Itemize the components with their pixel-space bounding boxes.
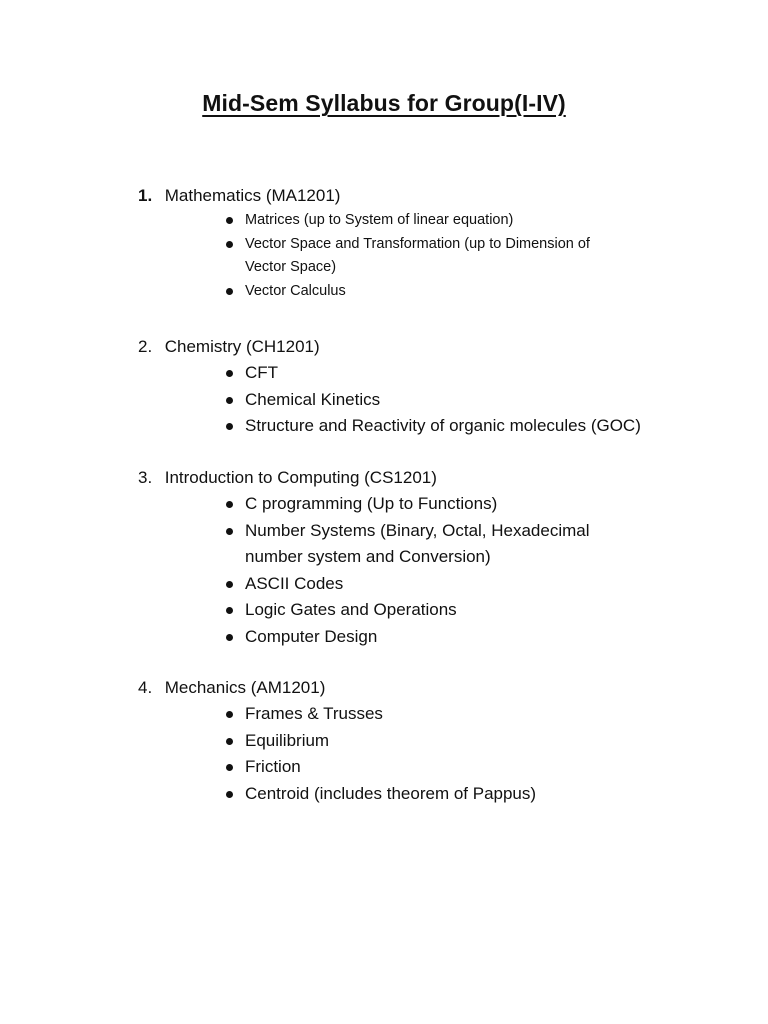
- subject-name: Chemistry (CH1201): [164, 337, 320, 356]
- topic-list: [138, 491, 738, 650]
- bullet-icon: [226, 581, 233, 588]
- subject-section-mathematics: [138, 183, 738, 303]
- topic-text: Chemical Kinetics: [245, 389, 381, 409]
- topic-item: [138, 518, 738, 571]
- subject-number: 3.: [138, 468, 153, 487]
- subject-name: Mechanics (AM1201): [164, 678, 326, 697]
- subject-number: 4.: [138, 678, 153, 697]
- topic-item: [138, 781, 738, 808]
- topic-item: [138, 360, 738, 387]
- topic-text: Number Systems (Binary, Octal, Hexadecimal number system and Conversion): [245, 520, 590, 566]
- topic-text: Vector Space and Transformation (up to Dimension of Vector Space): [245, 235, 590, 275]
- topic-list: [138, 701, 738, 807]
- topic-text: ASCII Codes: [245, 573, 344, 593]
- topic-item: [138, 413, 738, 440]
- topic-text: Logic Gates and Operations: [245, 600, 457, 619]
- topic-text: Frames & Trusses: [245, 704, 383, 723]
- topic-item: [138, 491, 738, 518]
- subject-section-computing: [138, 465, 738, 650]
- bullet-icon: [226, 711, 233, 718]
- bullet-icon: [226, 241, 233, 248]
- bullet-icon: [226, 738, 233, 745]
- bullet-icon: [226, 501, 233, 508]
- topic-list: [138, 360, 738, 440]
- topic-item: [138, 571, 738, 598]
- topic-list: [138, 209, 738, 303]
- topic-item: [138, 701, 738, 728]
- bullet-icon: [226, 370, 233, 377]
- topic-item: [138, 280, 738, 304]
- topic-item: [138, 387, 738, 414]
- bullet-icon: [226, 607, 233, 614]
- subject-section-chemistry: [138, 334, 738, 440]
- topic-text: CFT: [245, 363, 279, 382]
- subject-name: Introduction to Computing (CS1201): [164, 468, 437, 487]
- subject-number: 1.: [138, 186, 153, 205]
- topic-item: [138, 209, 738, 233]
- bullet-icon: [226, 217, 233, 224]
- bullet-icon: [226, 528, 233, 535]
- topic-text: C programming (Up to Functions): [245, 494, 498, 513]
- document-title: [0, 90, 768, 117]
- bullet-icon: [226, 634, 233, 641]
- topic-text: Equilibrium: [245, 730, 330, 750]
- subject-heading: [138, 675, 738, 701]
- bullet-icon: [226, 288, 233, 295]
- topic-text: Friction: [245, 757, 301, 776]
- topic-item: [138, 597, 738, 624]
- topic-item: [138, 624, 738, 651]
- topic-item: [138, 728, 738, 755]
- subject-number: 2.: [138, 337, 153, 356]
- bullet-icon: [226, 397, 233, 404]
- document-title-text: Mid-Sem Syllabus for Group(I-IV): [202, 90, 566, 116]
- topic-text: Computer Design: [245, 626, 378, 646]
- bullet-icon: [226, 423, 233, 430]
- topic-text: Vector Calculus: [245, 282, 346, 299]
- topic-text: Matrices (up to System of linear equation): [245, 212, 514, 228]
- bullet-icon: [226, 764, 233, 771]
- topic-text: Structure and Reactivity of organic molecules (GOC): [245, 416, 641, 435]
- topic-item: [138, 233, 738, 280]
- subject-heading: [138, 183, 738, 209]
- topic-item: [138, 754, 738, 781]
- subject-heading: [138, 334, 738, 360]
- topic-text: Centroid (includes theorem of Pappus): [245, 783, 537, 803]
- subject-name: Mathematics (MA1201): [164, 186, 341, 205]
- subject-section-mechanics: [138, 675, 738, 807]
- subject-heading: [138, 465, 738, 491]
- bullet-icon: [226, 791, 233, 798]
